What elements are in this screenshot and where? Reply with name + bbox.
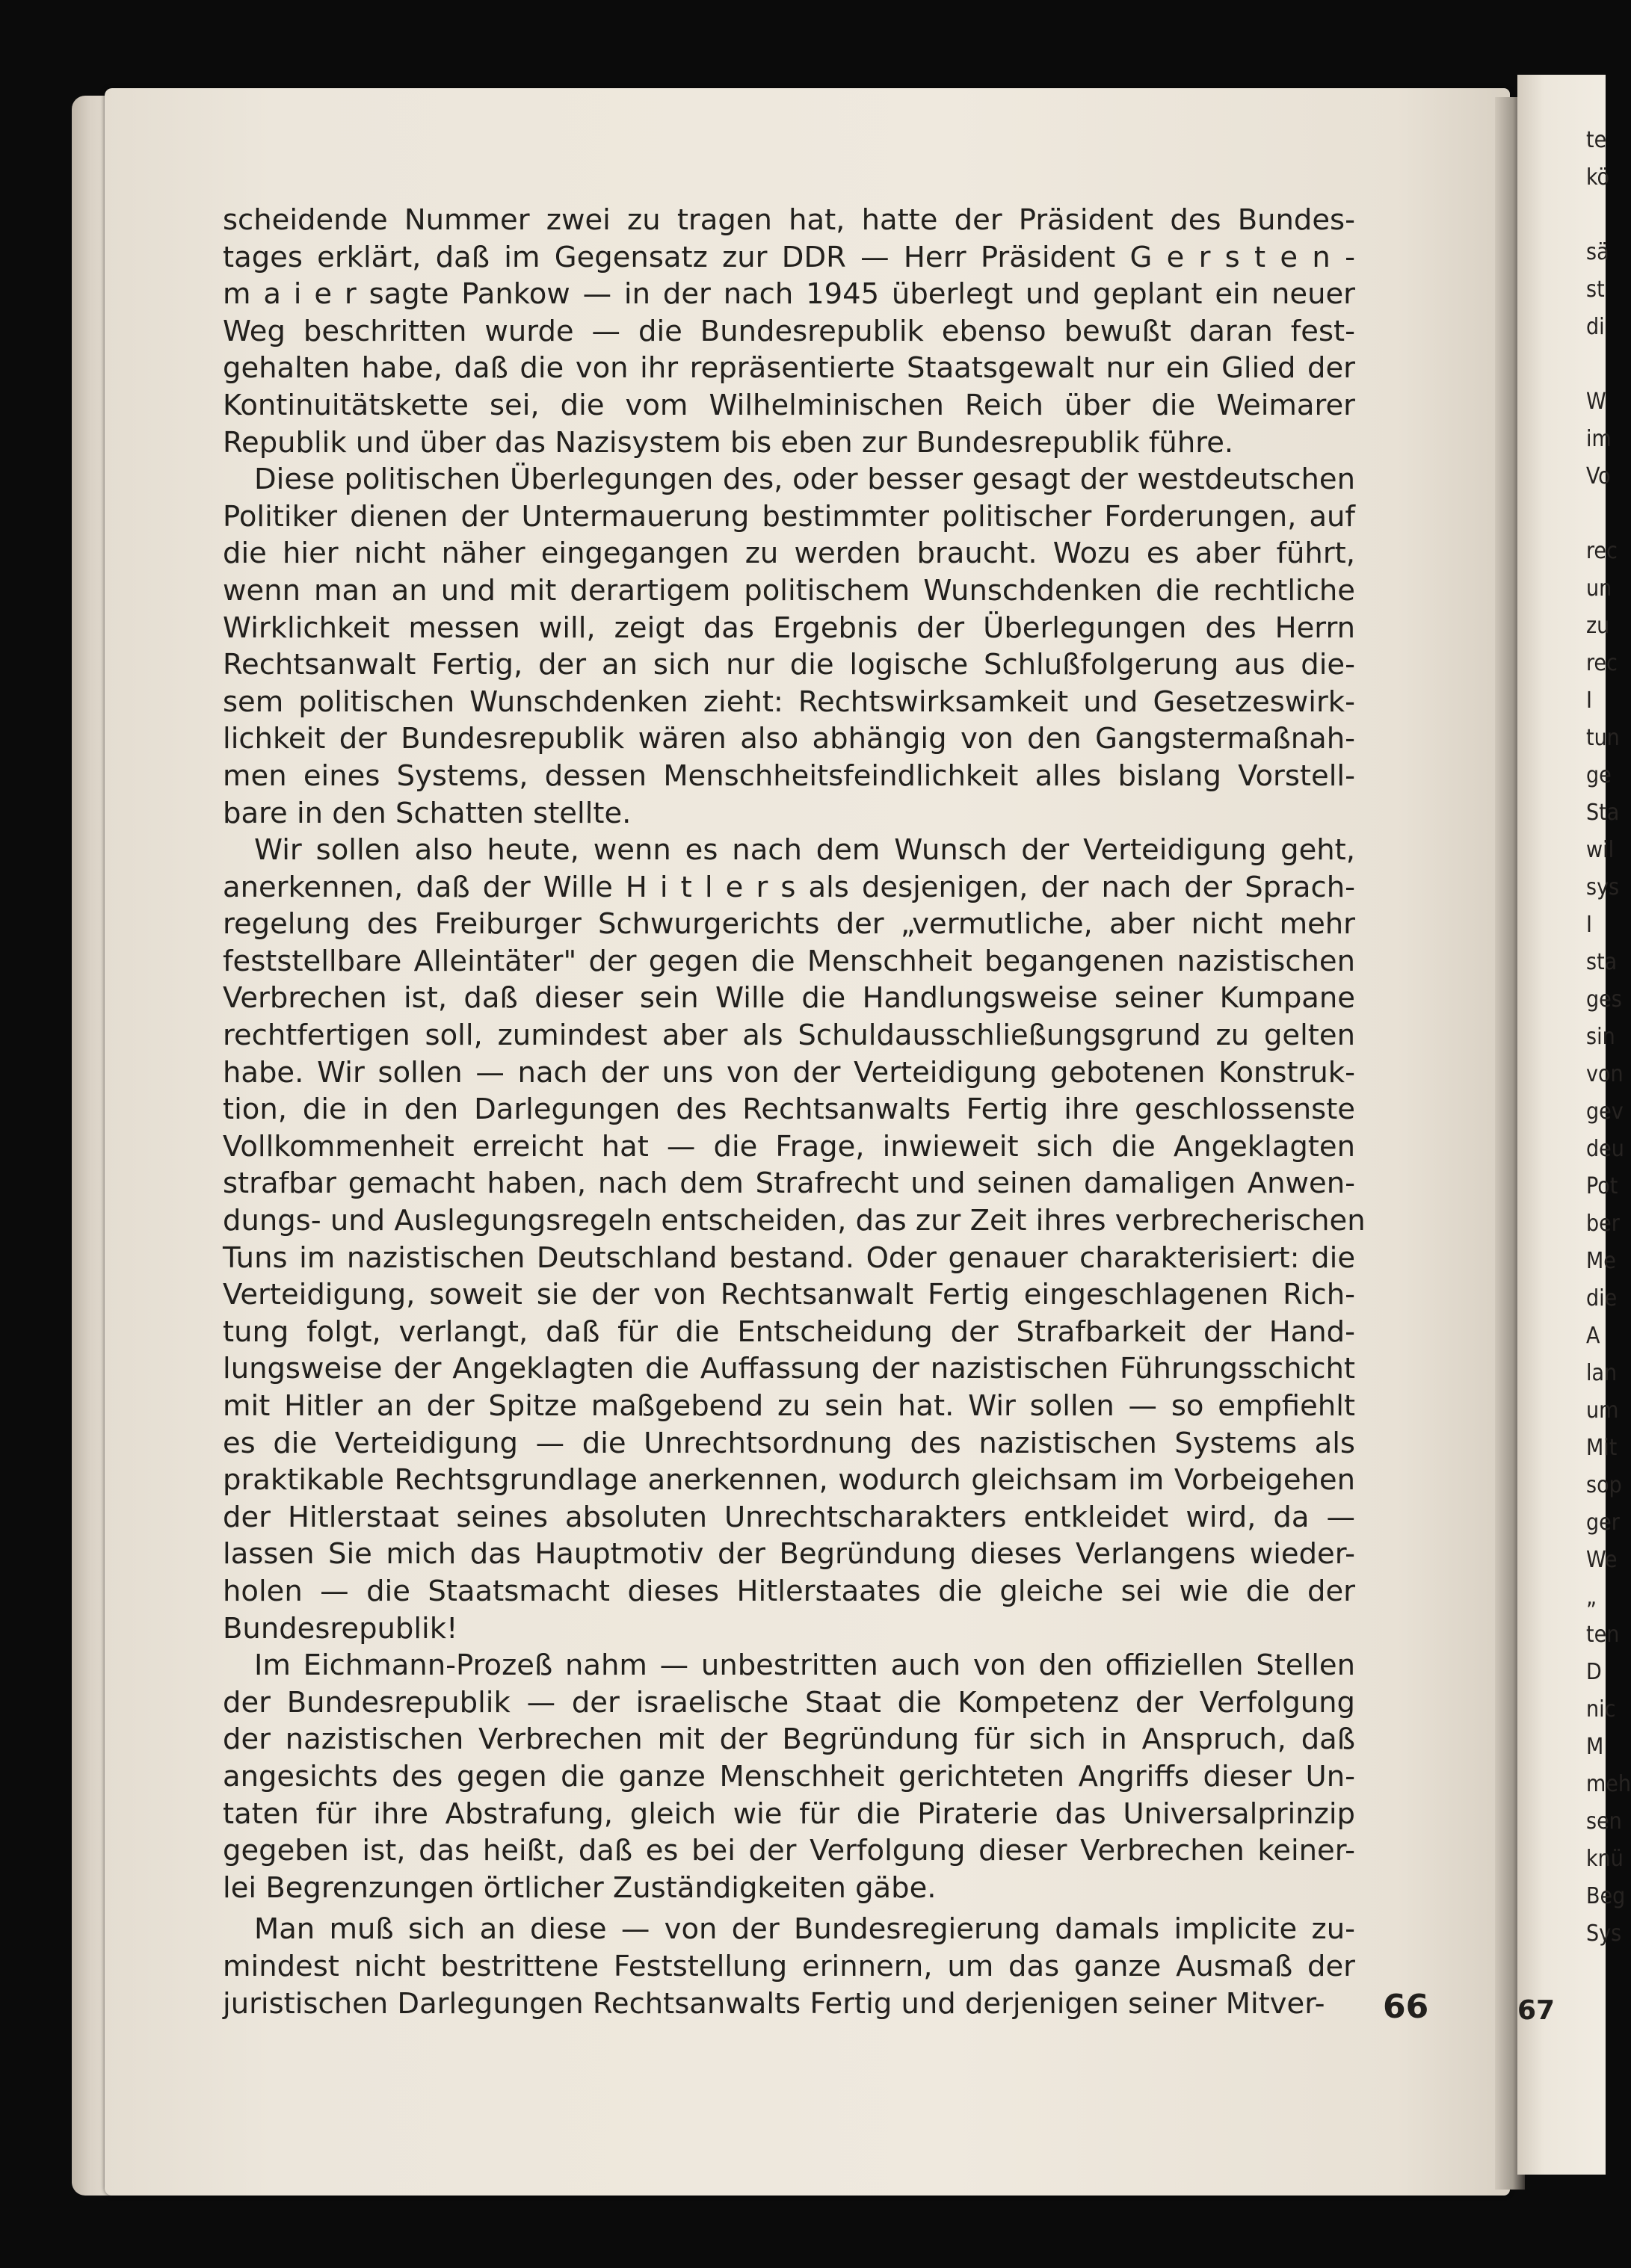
right-page-text-fragment: A (1586, 1323, 1600, 1349)
text-line: feststellbare Alleintäter" der gegen die Menschheit begangenen nazistischen (223, 944, 1355, 978)
text-line: lei Begrenzungen örtlicher Zuständigkeiten gäbe. (223, 1870, 937, 1905)
text-line: Kontinuitätskette sei, die vom Wilhelminischen Reich über die Weimarer (223, 388, 1355, 422)
text-line: praktikable Rechtsgrundlage anerkennen, wodurch gleichsam im Vorbeigehen (223, 1463, 1355, 1498)
right-page-text-fragment: I (1586, 912, 1592, 938)
text-line: men eines Systems, dessen Menschheitsfeindlichkeit alles bislang Vorstell- (223, 758, 1355, 793)
right-page-number: 67 (1517, 1995, 1556, 2026)
right-page-text-fragment: deu (1586, 1136, 1624, 1162)
text-line: habe. Wir sollen — nach der uns von der Verteidigung gebotenen Konstruk- (223, 1055, 1355, 1090)
right-page-text-fragment: W (1586, 389, 1606, 415)
text-line: Man muß sich an diese — von der Bundesregierung damals implicite zu- (254, 1912, 1355, 1947)
text-line: juristischen Darlegungen Rechtsanwalts Fertig und derjenigen seiner Mitver- (223, 1986, 1325, 2021)
right-page-text-fragment: Me (1586, 1248, 1616, 1274)
body-text (223, 202, 1366, 2022)
text-line: der Bundesrepublik — der israelische Staat die Kompetenz der Verfolgung (223, 1685, 1355, 1719)
text-line: Verbrechen ist, daß dieser sein Wille die Handlungsweise seiner Kumpane (223, 981, 1355, 1016)
text-line: Weg beschritten wurde — die Bundesrepublik ebenso bewußt daran fest- (223, 314, 1355, 348)
right-page-text-fragment: I (1586, 687, 1592, 714)
right-page-text-fragment: von (1586, 1061, 1624, 1087)
text-line: der nazistischen Verbrechen mit der Begründung für sich in Anspruch, daß (223, 1722, 1355, 1757)
right-page-text-fragment: meh (1586, 1771, 1631, 1797)
text-line: anerkennen, daß der Wille H i t l e r s als desjenigen, der nach der Sprach- (223, 870, 1355, 904)
text-line: regelung des Freiburger Schwurgerichts der „vermutliche, aber nicht mehr (223, 907, 1355, 942)
text-line: es die Verteidigung — die Unrechtsordnung des nazistischen Systems als (223, 1426, 1355, 1460)
text-line: angesichts des gegen die ganze Menschheit gerichteten Angriffs dieser Un- (223, 1759, 1355, 1793)
right-page-text-fragment: sin (1586, 1024, 1615, 1050)
right-page-text-fragment: di (1586, 314, 1605, 340)
text-line: mindest nicht bestrittene Feststellung erinnern, um das ganze Ausmaß der (223, 1949, 1355, 1983)
right-page-text-fragment: st (1586, 276, 1605, 303)
text-line: Bundesrepublik! (223, 1611, 458, 1646)
right-page-text-fragment: te (1586, 127, 1607, 153)
text-line: taten für ihre Abstrafung, gleich wie für die Piraterie das Universalprinzip (223, 1796, 1355, 1831)
right-page-text-fragment: lan (1586, 1360, 1618, 1386)
text-line: die hier nicht näher eingegangen zu werden braucht. Wozu es aber führt, (223, 537, 1355, 571)
right-page-text-fragment: Beg (1586, 1883, 1626, 1909)
text-line: Diese politischen Überlegungen des, oder besser gesagt der westdeutschen (254, 463, 1355, 497)
right-page-text-fragment: Sta (1586, 800, 1620, 826)
right-page-text-fragment: „ (1586, 1584, 1597, 1610)
text-line: Tuns im nazistischen Deutschland bestand. Oder genauer charakterisiert: die (223, 1240, 1355, 1275)
right-page-text-fragment: D (1586, 1659, 1602, 1685)
text-line: gegeben ist, das heißt, daß es bei der Verfolgung dieser Verbrechen keiner- (223, 1834, 1355, 1868)
text-line: Vollkommenheit erreicht hat — die Frage, inwieweit sich die Angeklagten (223, 1129, 1355, 1164)
right-page-text-fragment: nic (1586, 1696, 1616, 1722)
text-line: gehalten habe, daß die von ihr repräsentierte Staatsgewalt nur ein Glied der (223, 351, 1355, 386)
right-page-fragment (1517, 75, 1631, 2175)
right-page-text-fragment: zu (1586, 613, 1610, 639)
text-line: Rechtsanwalt Fertig, der an sich nur die logische Schlußfolgerung aus die- (223, 648, 1355, 682)
right-page-text-fragment: un (1586, 575, 1612, 602)
text-line: tages erklärt, daß im Gegensatz zur DDR — Herr Präsident G e r s t e n - (223, 240, 1355, 274)
right-page-text-fragment: tun (1586, 725, 1620, 751)
right-page-text-fragment: kö (1586, 164, 1610, 191)
text-line: tion, die in den Darlegungen des Rechtsanwalts Fertig ihre geschlossenste (223, 1093, 1355, 1127)
right-page-text-fragment: Mit (1586, 1435, 1618, 1461)
right-page-text-fragment: sta (1586, 949, 1618, 975)
text-line: bare in den Schatten stellte. (223, 796, 632, 830)
text-line: wenn man an und mit derartigem politischem Wunschdenken die rechtliche (223, 573, 1355, 608)
text-line: strafbar gemacht haben, nach dem Strafrecht und seinen damaligen Anwen- (223, 1167, 1355, 1201)
text-line: Im Eichmann-Prozeß nahm — unbestritten auch von den offiziellen Stellen (254, 1649, 1355, 1683)
right-page-text-fragment: im (1586, 426, 1612, 452)
right-page-text-fragment: M (1586, 1734, 1604, 1760)
right-page-text-fragment: ger (1586, 1510, 1620, 1536)
right-page-text-fragment: ber (1586, 1211, 1620, 1237)
right-page-text-fragment: um (1586, 1397, 1619, 1424)
right-page-text-fragment: sä (1586, 239, 1609, 265)
text-line: Wir sollen also heute, wenn es nach dem Wunsch der Verteidigung geht, (254, 833, 1355, 868)
right-page-text-fragment: We (1586, 1547, 1618, 1573)
text-line: lungsweise der Angeklagten die Auffassung der nazistischen Führungsschicht (223, 1352, 1355, 1386)
right-page-text-fragment: die (1586, 1285, 1618, 1311)
text-line: lichkeit der Bundesrepublik wären also abhängig von den Gangstermaßnah- (223, 722, 1355, 756)
text-line: Politiker dienen der Untermauerung bestimmter politischer Forderungen, auf (223, 499, 1355, 534)
right-page-text-fragment: sys (1586, 874, 1620, 900)
right-page-text-fragment: rec (1586, 650, 1618, 676)
text-line: dungs- und Auslegungsregeln entscheiden, das zur Zeit ihres verbrecherischen (223, 1204, 1366, 1238)
text-line: Verteidigung, soweit sie der von Rechtsanwalt Fertig eingeschlagenen Rich- (223, 1278, 1355, 1312)
text-line: m a i e r sagte Pankow — in der nach 1945 überlegt und geplant ein neuer (223, 277, 1355, 312)
right-page-text-fragment: Vo (1586, 463, 1611, 489)
right-page-text-fragment: ten (1586, 1622, 1620, 1648)
page-number: 66 (1383, 1988, 1429, 2026)
right-page-text-fragment: Pot (1586, 1173, 1618, 1199)
text-line: scheidende Nummer zwei zu tragen hat, hatte der Präsident des Bundes- (223, 203, 1355, 237)
text-line: rechtfertigen soll, zumindest aber als Schuldausschließungsgrund zu gelten (223, 1019, 1355, 1053)
text-line: tung folgt, verlangt, daß für die Entscheidung der Strafbarkeit der Hand- (223, 1314, 1355, 1349)
text-line: holen — die Staatsmacht dieses Hitlerstaates die gleiche sei wie die der (223, 1574, 1355, 1608)
right-page-text-fragment: sen (1586, 1808, 1622, 1835)
text-line: Republik und über das Nazisystem bis eben zur Bundesrepublik führe. (223, 425, 1234, 460)
text-line: mit Hitler an der Spitze maßgebend zu sein hat. Wir sollen — so empfiehlt (223, 1389, 1355, 1423)
right-page-text-fragment: rec (1586, 538, 1618, 564)
right-page-text-fragment: sop (1586, 1472, 1622, 1498)
right-page-text-fragment: ge (1586, 762, 1612, 788)
text-line: Wirklichkeit messen will, zeigt das Ergebnis der Überlegungen des Herrn (223, 611, 1355, 645)
text-line: sem politischen Wunschdenken zieht: Rechtswirksamkeit und Gesetzeswirk- (223, 685, 1355, 719)
right-page-text-fragment: wil (1586, 837, 1615, 863)
right-page-text-fragment: ges (1586, 986, 1622, 1013)
text-line: lassen Sie mich das Hauptmotiv der Begründung dieses Verlangens wieder- (223, 1537, 1355, 1572)
right-page-text-fragment: Sys (1586, 1921, 1622, 1947)
text-line: der Hitlerstaat seines absoluten Unrechtscharakters entkleidet wird, da — (223, 1500, 1355, 1534)
right-page-text-fragment: gev (1586, 1099, 1624, 1125)
right-page-text-fragment: knü (1586, 1846, 1624, 1872)
